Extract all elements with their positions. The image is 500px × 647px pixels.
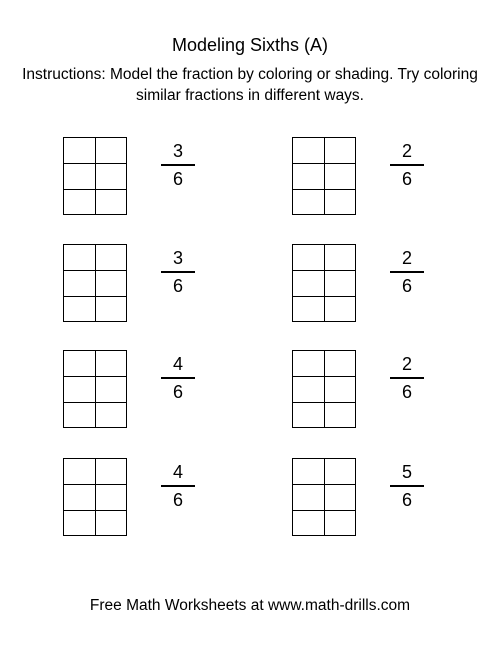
fraction-bar (161, 164, 195, 166)
numerator: 3 (172, 248, 183, 268)
fraction-label (390, 140, 424, 190)
fraction-label (161, 461, 195, 511)
numerator: 2 (401, 141, 412, 161)
footer-text: Free Math Worksheets at www.math-drills.com (89, 597, 411, 614)
denominator: 6 (401, 276, 412, 296)
fraction-label (390, 461, 424, 511)
problem-4 (292, 244, 472, 326)
fraction-label (390, 247, 424, 297)
problem-5 (63, 350, 243, 432)
denominator: 6 (172, 169, 183, 189)
problem-6 (292, 350, 472, 432)
fraction-grid[interactable] (292, 137, 356, 215)
page-title: Modeling Sixths (A) (171, 35, 329, 55)
fraction-grid[interactable] (63, 244, 127, 322)
numerator: 2 (401, 248, 412, 268)
fraction-label (390, 353, 424, 403)
fraction-grid[interactable] (63, 137, 127, 215)
denominator: 6 (401, 169, 412, 189)
denominator: 6 (401, 490, 412, 510)
fraction-bar (161, 377, 195, 379)
fraction-bar (161, 271, 195, 273)
numerator: 5 (401, 462, 412, 482)
fraction-bar (390, 485, 424, 487)
fraction-bar (390, 377, 424, 379)
fraction-bar (390, 271, 424, 273)
fraction-label (161, 247, 195, 297)
denominator: 6 (172, 276, 183, 296)
numerator: 4 (172, 354, 183, 374)
denominator: 6 (172, 382, 183, 402)
fraction-bar (390, 164, 424, 166)
denominator: 6 (401, 382, 412, 402)
problem-1 (63, 137, 243, 219)
fraction-grid[interactable] (63, 458, 127, 536)
fraction-label (161, 353, 195, 403)
problem-2 (292, 137, 472, 219)
fraction-bar (161, 485, 195, 487)
problem-8 (292, 458, 472, 540)
problem-7 (63, 458, 243, 540)
numerator: 4 (172, 462, 183, 482)
fraction-label (161, 140, 195, 190)
denominator: 6 (172, 490, 183, 510)
fraction-grid[interactable] (63, 350, 127, 428)
instructions-text: Instructions: Model the fraction by coloring or shading. Try coloring similar fractions in different ways. (22, 66, 478, 104)
fraction-grid[interactable] (292, 350, 356, 428)
numerator: 3 (172, 141, 183, 161)
numerator: 2 (401, 354, 412, 374)
fraction-grid[interactable] (292, 458, 356, 536)
fraction-grid[interactable] (292, 244, 356, 322)
problem-3 (63, 244, 243, 326)
